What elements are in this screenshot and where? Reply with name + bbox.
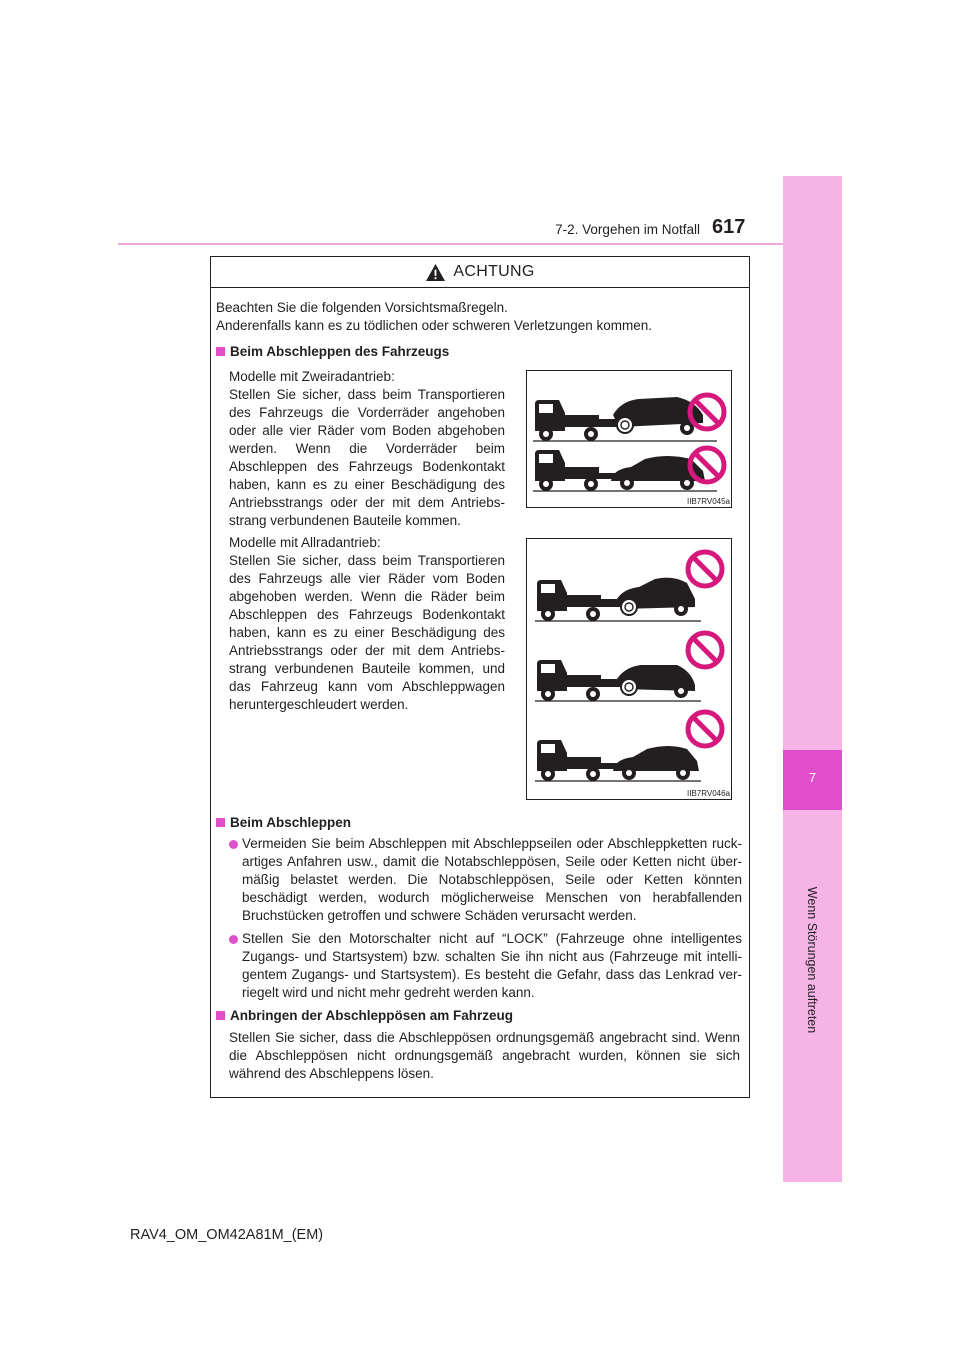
chapter-number: 7 xyxy=(808,770,817,785)
figure-2wd-towing xyxy=(526,370,732,508)
section-heading-towing-vehicle: Beim Abschleppen des Fahrzeugs xyxy=(216,343,736,361)
document-code: RAV4_OM_OM42A81M_(EM) xyxy=(130,1227,324,1243)
bullet-engine-switch: Stellen Sie den Motorschalter nicht auf “LOCK” (Fahrzeuge ohne intelligentes Zugangs- und Startsystem) bzw. schalten Sie ihn nicht aus (Fahrzeuge mit intelli-gentem Zugangs- und Startsystem). Es besteht die Gefahr, dass das Lenkrad ver-riegelt wird und nicht mehr gedreht werden kann. xyxy=(242,931,742,1000)
intro-line-2: Anderenfalls kann es zu tödlichen oder schweren Verletzungen kommen. xyxy=(216,318,653,333)
intro-line-1: Beachten Sie die folgenden Vorsichtsmaßregeln. xyxy=(216,300,508,315)
figure-code-4wd: IIB7RV046a xyxy=(687,789,730,798)
section-heading-towing: Beim Abschleppen xyxy=(216,814,736,832)
warning-header xyxy=(211,257,749,288)
chapter-title-vertical xyxy=(786,830,838,1090)
header-rule xyxy=(118,243,783,245)
block-2wd-text: Stellen Sie sicher, dass beim Transportieren des Fahrzeugs die Vorderräder angehoben oder alle vier Räder vom Boden abgehoben werden. Wenn die Vorderräder beim Abschleppen des Fahrzeugs Bodenkontakt haben, kann es zu einer Beschädigung des Antriebsstrangs oder der mit dem Antriebs-strang verbundenen Bauteile kommen. xyxy=(229,387,505,528)
chapter-title: Wenn Störungen auftreten xyxy=(805,886,819,1034)
warning-title: ACHTUNG xyxy=(453,263,535,280)
bullet-jerky-start: Vermeiden Sie beim Abschleppen mit Abschleppseilen oder Abschleppketten ruck-artiges Anfahren usw., damit die Notabschleppösen, Seile oder Ketten nicht über-mäßig belastet werden. Die Notabschleppösen, Seile oder Ketten könnten beschädigt werden, wodurch möglicherweise Menschen von herabfallenden Bruchstücken getroffen und schwere Schäden verursacht werden. xyxy=(242,836,742,923)
tow-truck-illustration-4wd xyxy=(527,539,731,799)
block-4wd-text: Stellen Sie sicher, dass beim Transportieren des Fahrzeugs alle vier Räder vom Boden abgehoben werden. Wenn die Räder beim Abschleppen des Fahrzeugs Bodenkontakt haben, kann es zu einer Beschädigung des Antriebsstrangs oder der mit dem Antriebs-strang verbundenen Bauteile kommen, und das Fahrzeug kann vom Abschleppwagen heruntergeschleudert werden. xyxy=(229,553,505,712)
round-bullet-icon xyxy=(229,840,238,849)
section-title: 7-2. Vorgehen im Notfall xyxy=(555,222,700,237)
round-bullet-icon xyxy=(229,935,238,944)
figure-4wd-towing xyxy=(526,538,732,800)
page-number: 617 xyxy=(712,216,746,238)
prohibition-icon xyxy=(688,552,722,746)
square-bullet-icon xyxy=(216,1011,225,1020)
figure-code-2wd: IIB7RV045a xyxy=(687,497,730,506)
warning-triangle-icon xyxy=(425,263,446,282)
towing-eyelet-text: Stellen Sie sicher, dass die Abschleppösen ordnungsgemäß angebracht sind. Wenn die Abschleppösen nicht ordnungsgemäß angebracht wurden, können sie sich während des Abschleppens lösen. xyxy=(229,1030,740,1081)
square-bullet-icon xyxy=(216,347,225,356)
section-heading-towing-eyelet: Anbringen der Abschleppösen am Fahrzeug xyxy=(216,1007,736,1025)
block-2wd-title: Modelle mit Zweiradantrieb: xyxy=(229,369,395,384)
square-bullet-icon xyxy=(216,818,225,827)
tow-truck-illustration-2wd xyxy=(527,371,731,507)
block-4wd-title: Modelle mit Allradantrieb: xyxy=(229,535,381,550)
